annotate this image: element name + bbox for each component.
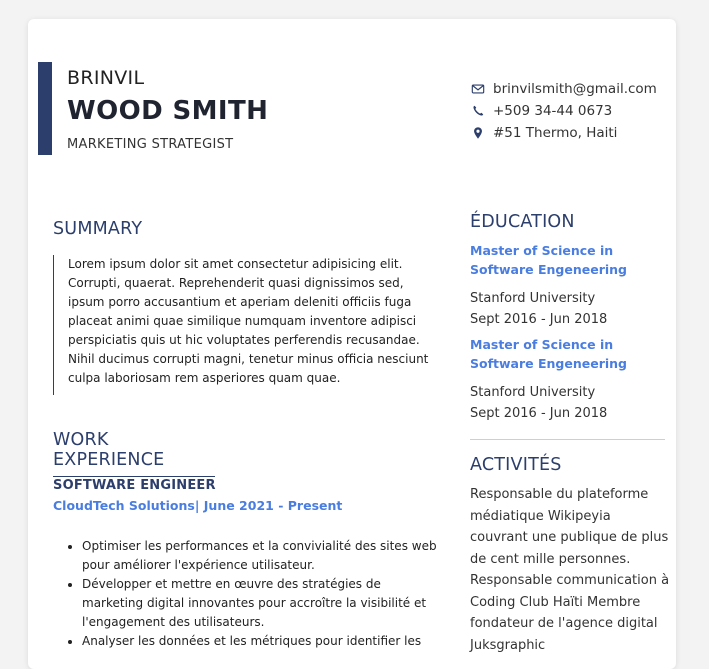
education-heading: ÉDUCATION (470, 212, 575, 232)
contact-info (471, 78, 657, 144)
location-pin-icon (471, 126, 485, 140)
education-item (470, 335, 665, 424)
contact-email (471, 78, 657, 100)
list-item: • Analyser les données et les métriques pour identifier les (82, 632, 443, 651)
list-item: • Développer et mettre en œuvre des stratégies de marketing digital innovantes pour accroître la visibilité et l'engagement des utilisateurs. (82, 575, 443, 632)
education-degree[interactable]: Master of Science in Software Engeneering (470, 243, 627, 277)
envelope-icon (471, 82, 485, 96)
job-title: MARKETING STRATEGIST (67, 137, 234, 152)
summary-heading: SUMMARY (53, 219, 143, 239)
summary-text: Lorem ipsum dolor sit amet consectetur adipisicing elit. Corrupti, quaerat. Reprehenderit quasi dignissimos sed, ipsum porro accusantium et aperiam deleniti officiis fuga placeat animi quae similique numquam inventore adipisci perspiciatis quis ut hic voluptates perferendis recusandae. Nihil ducimus corrupti magni, tenetur minus officia nesciunt culpa laboriosam rem asperiores quam quae. (53, 255, 433, 395)
education-school: Stanford University (470, 291, 596, 306)
work-experience-heading: WORK EXPERIENCE (53, 430, 215, 477)
contact-phone (471, 100, 657, 122)
activities-text: Responsable du plateforme médiatique Wikipeyia couvrant une publique de plus de cent mille personnes. Responsable communication à Coding Club Haïti Membre fondateur de l'agence digital Juksgraphic (470, 487, 670, 653)
first-name: BRINVIL (67, 67, 145, 89)
header-accent-bar (38, 62, 52, 155)
education-item (470, 241, 665, 330)
contact-address (471, 122, 657, 144)
education-list (470, 241, 665, 429)
resume-card (28, 19, 676, 669)
date-separator: - (278, 498, 284, 513)
education-dates: Sept 2016 - Jun 2018 (470, 312, 608, 327)
job-bullets (53, 537, 443, 651)
phone-icon (471, 104, 485, 118)
email-text: brinvilsmith@gmail.com (493, 81, 657, 97)
job-role: SOFTWARE ENGINEER (53, 478, 216, 493)
company-dates: CloudTech Solutions| June 2021 (53, 498, 274, 513)
section-divider (470, 439, 665, 440)
education-degree[interactable]: Master of Science in Software Engeneering (470, 337, 627, 371)
last-name: WOOD SMITH (67, 96, 269, 126)
job-end: Present (287, 498, 343, 513)
phone-text: +509 34-44 0673 (493, 103, 613, 119)
job-company (53, 498, 342, 513)
address-text: #51 Thermo, Haiti (493, 125, 618, 141)
education-school: Stanford University (470, 385, 596, 400)
education-dates: Sept 2016 - Jun 2018 (470, 406, 608, 421)
list-item: • Optimiser les performances et la convivialité des sites web pour améliorer l'expérience utilisateur. (82, 537, 443, 575)
activities-heading: ACTIVITÉS (470, 455, 562, 475)
